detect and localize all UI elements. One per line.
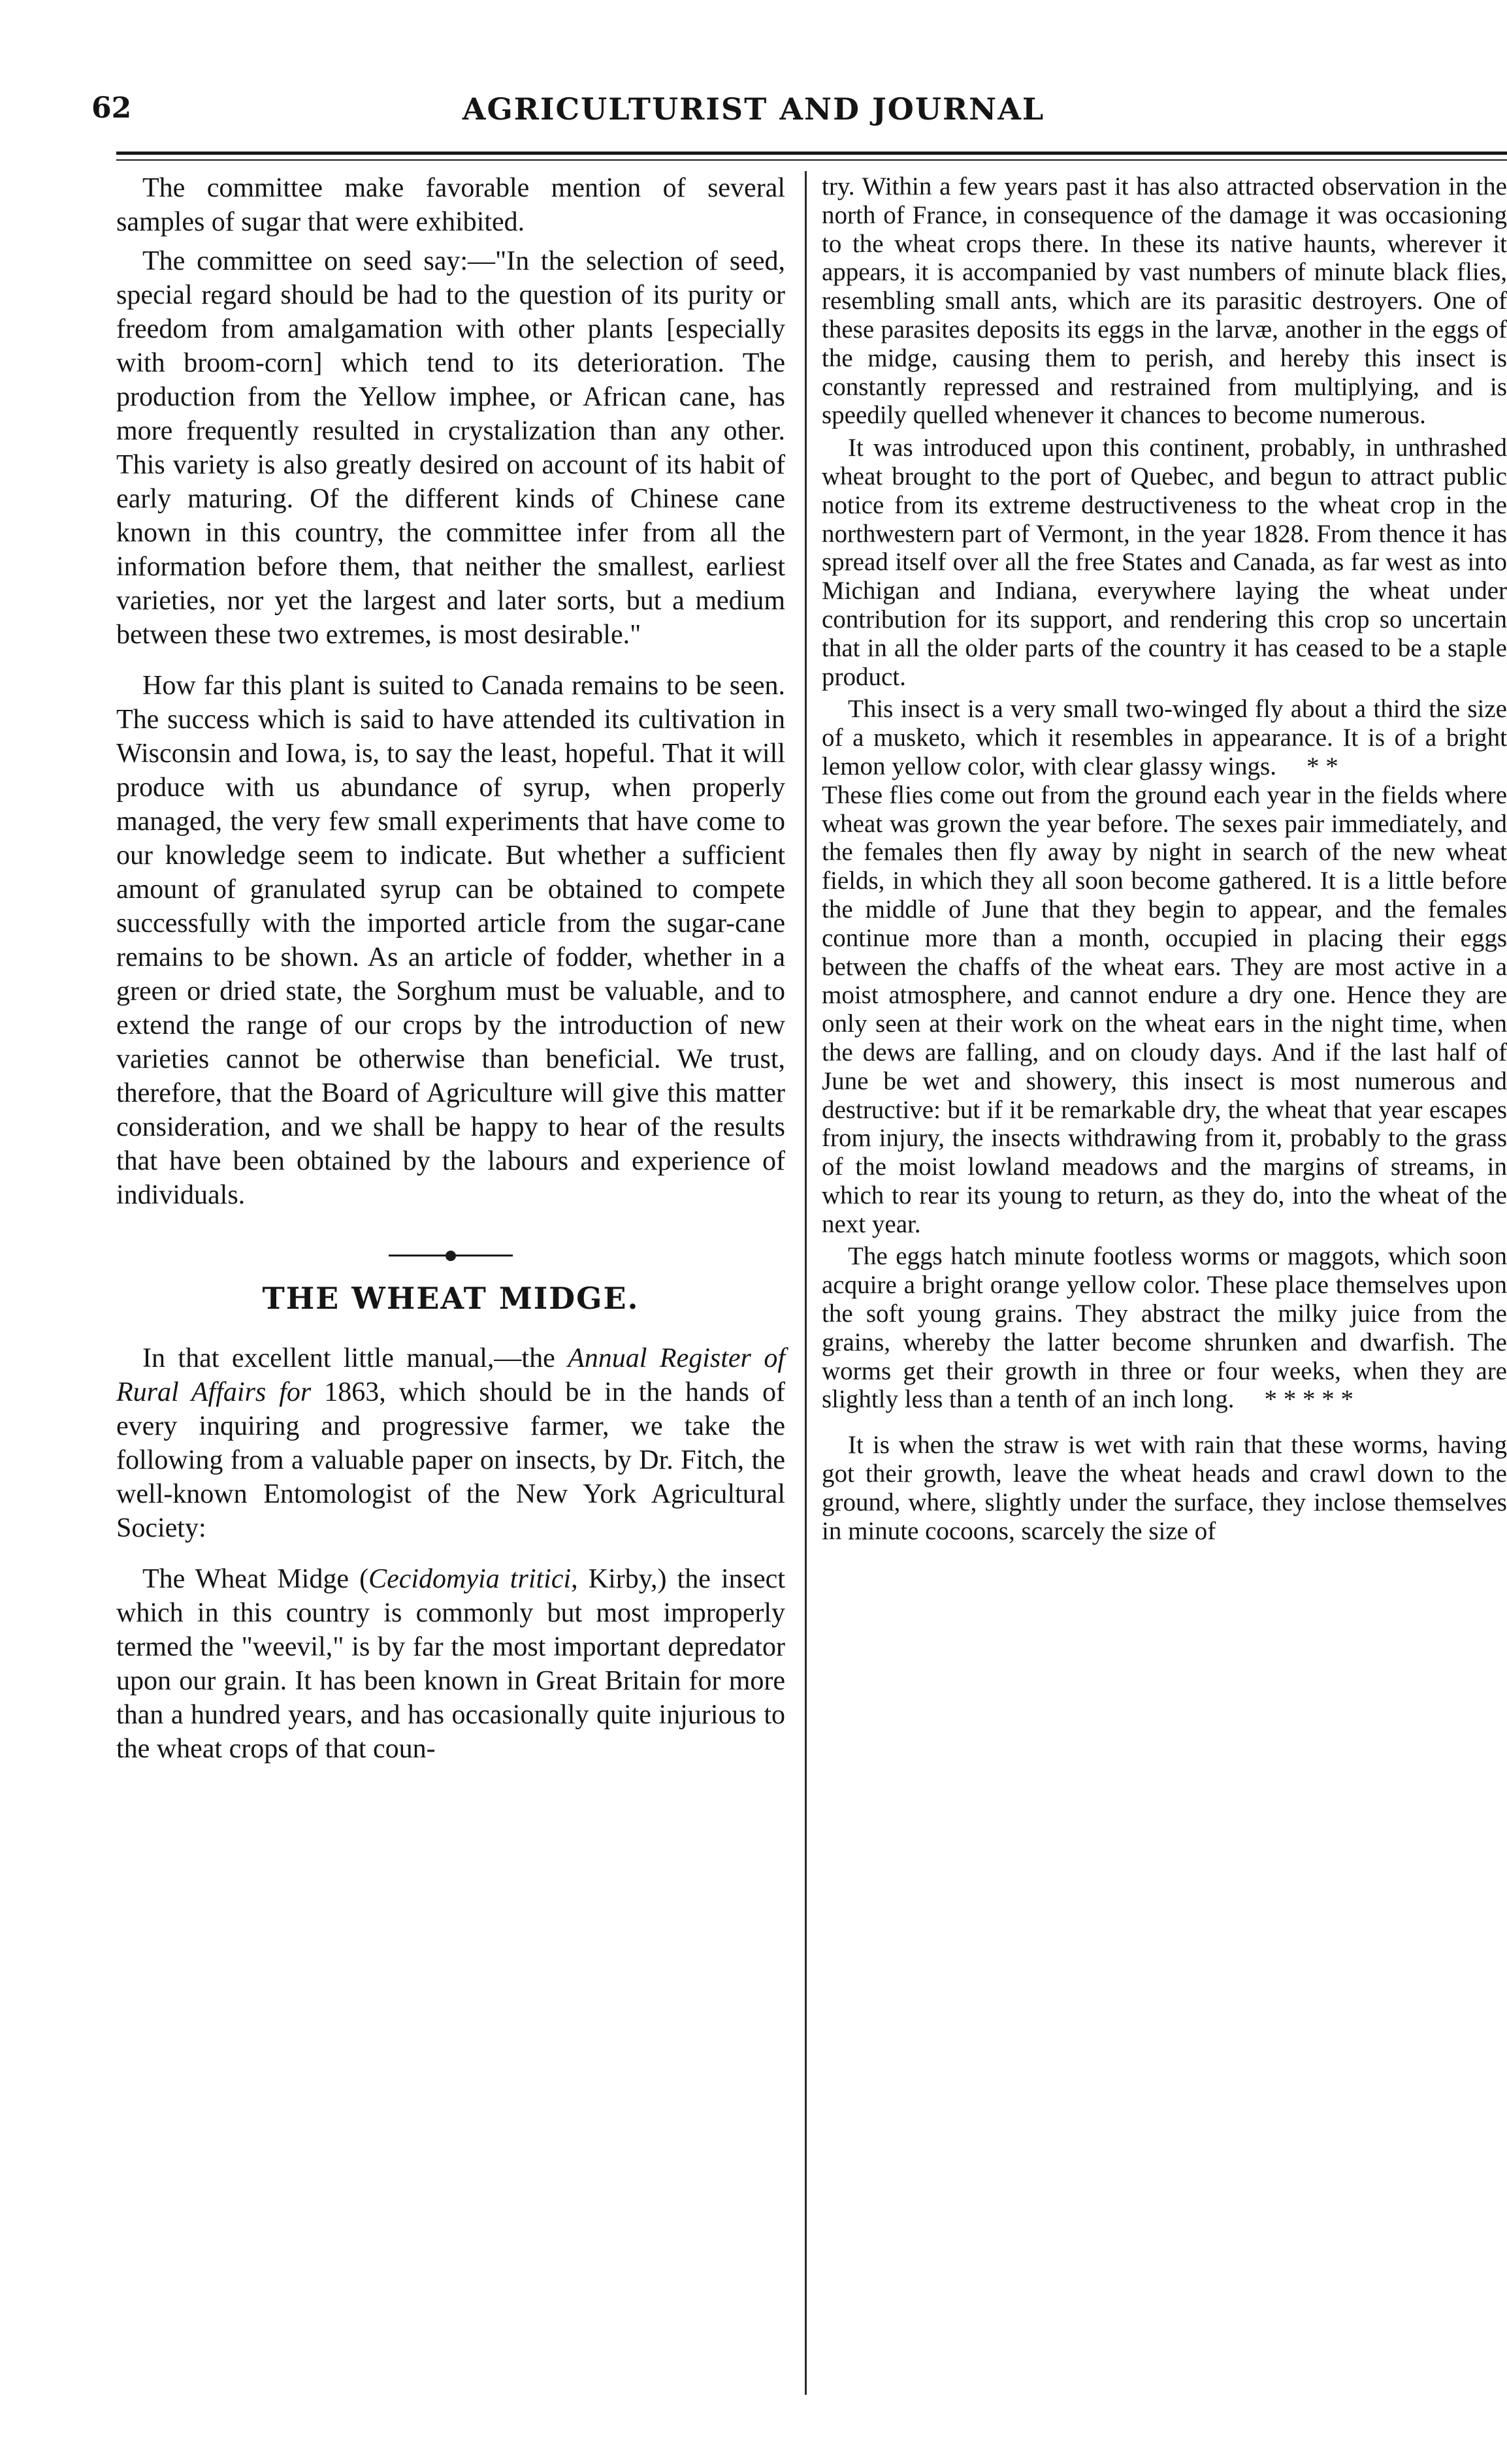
seed-committee-paragraph: The committee on seed say:—"In the selection of seed, special regard should be had to the question of its purity or freedom from amalgamation with other plants [especially with broom-corn] which tend to its deterioration. The production from the Yellow imphee, or African cane, has more frequently resulted in crystalization than any other. This variety is also greatly desired on account of its habit of early maturing. Of the different kinds of Chinese cane known in this country, the committee infer from all the information before them, that neither the smallest, earliest varieties, nor yet the largest and later sorts, but a medium between these two extremes, is most desirable." <box>116 246 785 650</box>
wheat-midge-text-before: The Wheat Midge ( <box>142 1564 369 1594</box>
annual-register-text-before: In that excellent little manual,—the <box>142 1343 568 1373</box>
ellipsis-stars: * * <box>1306 752 1338 780</box>
annual-register-paragraph <box>116 1341 785 1545</box>
worms-cocoons-paragraph: It is when the straw is wet with rain that these worms, having got their growth, leave the wheat heads and crawl down to the ground, where, slightly under the surface, they inclose themselves in minute cocoons, scarcely the size of <box>822 1431 1507 1545</box>
header-rule-thick <box>116 152 1507 155</box>
wheat-midge-intro-paragraph <box>116 1562 785 1766</box>
species-name: Cecidomyia tritici <box>368 1564 572 1594</box>
annual-register-text-after: 1863, which should be in the hands of every inquiring and progressive farmer, we take the following from a valuable paper on insects, by Dr. Fitch, the well-known Entomologist of the New York Agricultural Society: <box>116 1377 786 1543</box>
annual-register-title: Annual Register of Rural Affairs for <box>116 1343 785 1407</box>
running-title: AGRICULTURIST AND JOURNAL <box>462 91 1045 127</box>
introduction-continent-paragraph: It was introduced upon this continent, probably, in unthrashed wheat brought to the port of Quebec, and begun to attract public notice from its extreme destructiveness to the wheat crop in the northwestern part of Vermont, in the year 1828. From thence it has spread itself over all the free States and Canada, as far west as into Michigan and Indiana, everywhere laying the wheat under contribution for its support, and rendering this crop so uncertain that in all the older parts of the country it has ceased to be a staple product. <box>822 434 1507 691</box>
wheat-midge-text-after: , Kirby,) the insect which in this country is commonly but most improperly termed the "weevil," is by far the most important depredator upon our grain. It has been known in Great Britain for more than a hundred years, and has occasionally quite injurious to the wheat crops of that coun- <box>116 1564 785 1764</box>
section-divider-ornament <box>389 1250 513 1260</box>
insect-description-paragraph <box>822 695 1507 780</box>
eggs-maggots-text: The eggs hatch minute footless worms or maggots, which soon acquire a bright orange yellow color. These place themselves upon the soft young grains. They abstract the milky juice from the grains, whereby the latter become shrunken and dwarfish. The worms get their growth in three or four weeks, when they are slightly less than a tenth of an inch long. <box>822 1242 1507 1414</box>
flies-habits-paragraph: These flies come out from the ground each year in the fields where wheat was grown the year before. The sexes pair immediately, and the females then fly away by night in search of the new wheat fields, in which they all soon become gathered. It is a little before the middle of June that they begin to appear, and the females continue more than a month, occupied in placing their eggs between the chaffs of the wheat ears. They are most active in a moist atmosphere, and cannot endure a dry one. Hence they are only seen at their work on the wheat ears in the night time, when the dews are falling, and on cloudy days. And if the last half of June be wet and showery, this insect is most numerous and destructive: but if it be remarkable dry, the wheat that year escapes from injury, the insects withdrawing from it, probably to the grass of the moist lowland meadows and the margins of streams, in which to rear its young to return, as they do, into the wheat of the next year. <box>822 780 1507 1238</box>
header-rule-thin <box>116 159 1507 161</box>
right-column <box>822 172 1507 1545</box>
section-title: THE WHEAT MIDGE. <box>262 1281 640 1316</box>
column-divider <box>805 171 807 2395</box>
canada-suitability-paragraph: How far this plant is suited to Canada remains to be seen. The success which is said to have attended its cultivation in Wisconsin and Iowa, is, to say the least, hopeful. That it will produce with us abundance of syrup, when properly managed, the very few small experiments that have come to our knowledge seem to indicate. But whether a sufficient amount of granulated syrup can be obtained to compete successfully with the imported article from the sugar-cane remains to be shown. As an article of fodder, whether in a green or dried state, the Sorghum must be valuable, and to extend the range of our crops by the introduction of new varieties cannot be otherwise than beneficial. We trust, therefore, that the Board of Agriculture will give this matter consideration, and we shall be happy to hear of the results that have been obtained by the labours and experience of individuals. <box>116 671 785 1210</box>
eggs-maggots-paragraph <box>822 1242 1507 1414</box>
parasites-paragraph: try. Within a few years past it has also attracted observation in the north of France, in consequence of the damage it was occasioning to the wheat crops there. In these its native haunts, wherever it appears, it is accompanied by vast numbers of minute black flies, resembling small ants, which are its parasitic destroyers. One of these parasites deposits its eggs in the larvæ, another in the eggs of the midge, causing them to perish, and hereby this insect is constantly repressed and restrained from multiplying, and is speedily quelled whenever it chances to become numerous. <box>822 172 1507 430</box>
ornament-dot <box>446 1251 456 1261</box>
insect-description-text: This insect is a very small two-winged fly about a third the size of a musketo, which it resembles in appearance. It is of a bright lemon yellow color, with clear glassy wings. <box>822 695 1507 780</box>
left-column <box>116 171 785 1766</box>
sugar-samples-paragraph: The committee make favorable mention of several samples of sugar that were exhibited. <box>116 173 785 237</box>
page-number: 62 <box>91 91 132 125</box>
ellipsis-stars-row: * * * * * <box>1264 1385 1353 1414</box>
